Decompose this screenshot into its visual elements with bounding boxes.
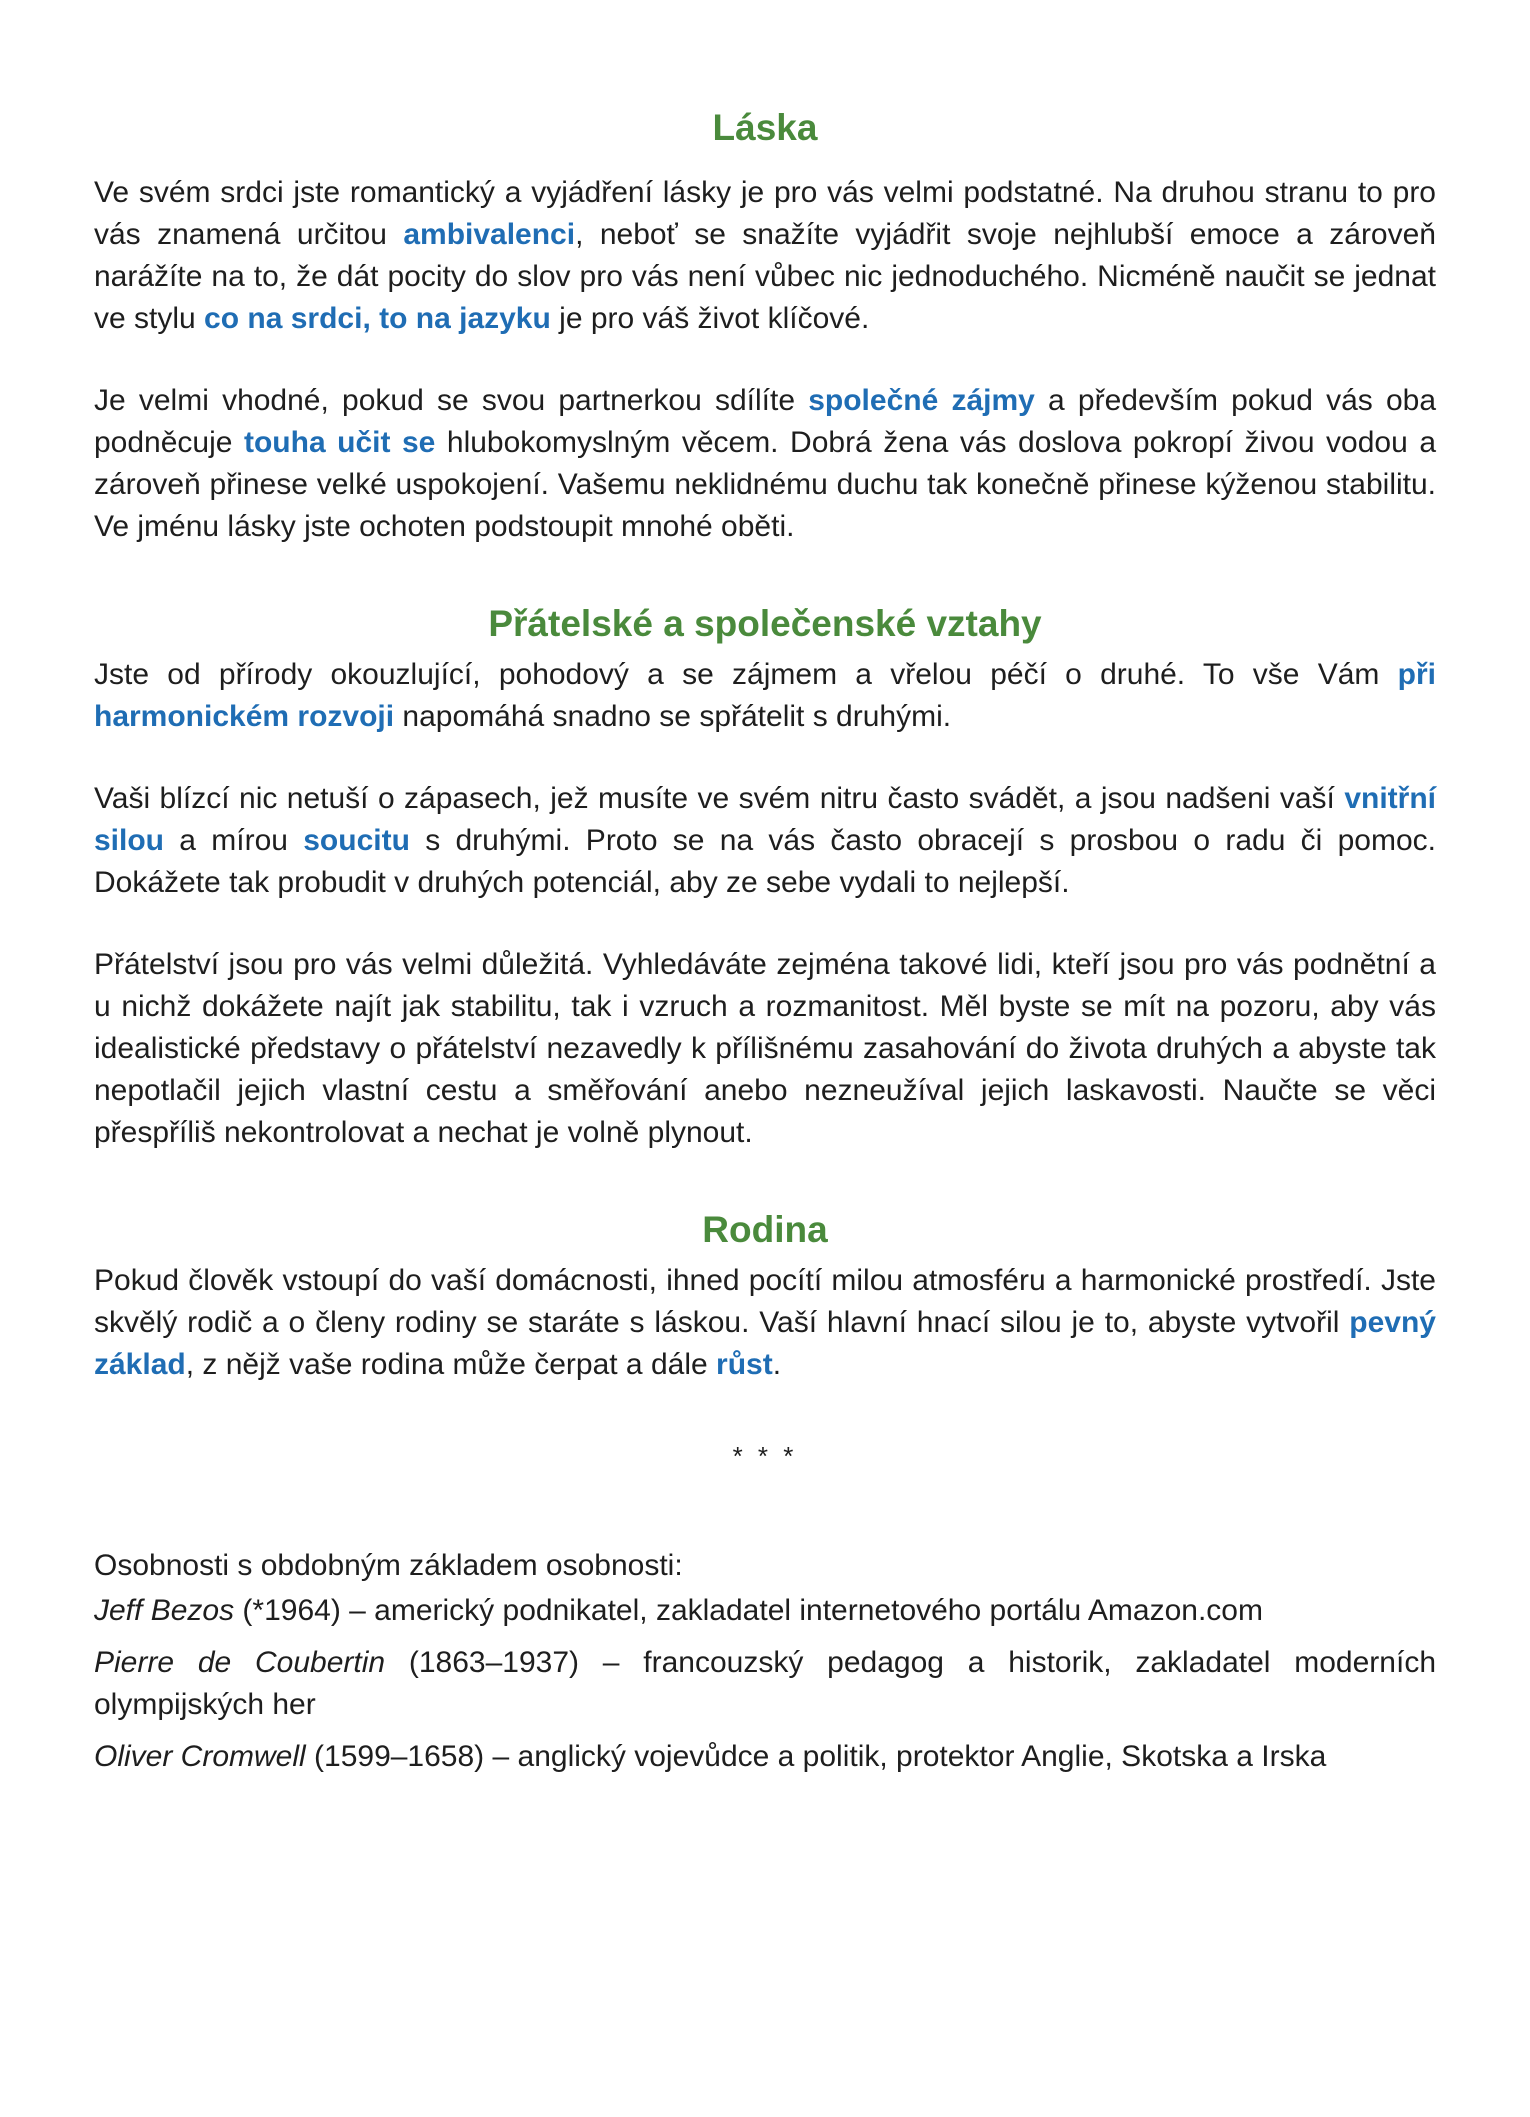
text: , neboť se snažíte vyjádřit svoje nejhlubší emoce a zároveň narážíte na to, že dát pocity do slov pro vás není vůbec nic jednoduchého. Nicméně naučit se jednat ve stylu: [94, 218, 1436, 335]
paragraph-laska-2: [94, 380, 1436, 548]
section-title-pratelske: Přátelské a společenské vztahy: [488, 603, 1042, 644]
person-name: Oliver Cromwell: [94, 1740, 306, 1773]
text: Ve svém srdci jste romantický a vyjádření lásky je pro vás velmi podstatné. Na druhou stranu to pro vás znamená určitou: [94, 176, 1436, 251]
person-name: Jeff Bezos: [94, 1594, 235, 1627]
highlight-co-na-srdci: co na srdci, to na jazyku: [204, 302, 551, 335]
section-title-laska: Láska: [712, 107, 818, 148]
text: napomáhá snadno se spřátelit s druhými.: [394, 700, 952, 733]
text: a především pokud vás oba podněcuje: [94, 384, 1437, 459]
text: je pro váš život klíčové.: [550, 302, 870, 335]
paragraph-pratelske-2: [94, 778, 1436, 904]
person-entry: [94, 1736, 1436, 1778]
text: Je velmi vhodné, pokud se svou partnerkou sdílíte: [94, 384, 809, 417]
text: , z nějž vaše rodina může čerpat a dále: [185, 1348, 717, 1381]
highlight-rust: růst: [716, 1348, 773, 1381]
text: s druhými. Proto se na vás často obracejí s prosbou o radu či pomoc. Dokážete tak probudit v druhých potenciál, aby ze sebe vydali to nejlepší.: [94, 824, 1436, 899]
paragraph-laska-1: [94, 172, 1436, 340]
text: Vaši blízcí nic netuší o zápasech, jež musíte ve svém nitru často svádět, a jsou nadšeni vaší: [94, 782, 1345, 815]
section-title-rodina: Rodina: [702, 1209, 828, 1250]
paragraph-pratelske-3: Přátelství jsou pro vás velmi důležitá. Vyhledáváte zejména takové lidi, kteří jsou pro vás podnětní a u nichž dokážete najít jak stabilitu, tak i vzruch a rozmanitost. Měl byste se mít na pozoru, aby vás idealistické představy o přátelství nezavedly k přílišnému zasahování do života druhých a abyste tak nepotlačil jejich vlastní cestu a směřování anebo nezneužíval jejich laskavosti. Naučte se věci přespříliš nekontrolovat a nechat je volně plynout.: [94, 948, 1436, 1149]
person-entry: [94, 1590, 1436, 1632]
text: hlubokomyslným věcem. Dobrá žena vás doslova pokropí živou vodou a zároveň přinese velké uspokojení. Vašemu neklidnému duchu tak konečně přinese kýženou stabilitu. Ve jménu lásky jste ochoten podstoupit mnohé oběti.: [94, 426, 1436, 543]
persons-heading: Osobnosti s obdobným základem osobnosti:: [94, 1549, 683, 1582]
text: a mírou: [164, 824, 304, 857]
person-description: (*1964) – americký podnikatel, zakladatel internetového portálu Amazon.com: [234, 1594, 1263, 1627]
highlight-touha-ucit-se: touha učit se: [243, 426, 436, 459]
highlight-soucitu: soucitu: [303, 824, 410, 857]
text: Jste od přírody okouzlující, pohodový a se zájmem a vřelou péčí o druhé. To vše Vám: [94, 658, 1398, 691]
person-entry: [94, 1642, 1436, 1726]
person-name: Pierre de Coubertin: [94, 1646, 386, 1679]
person-description: (1863–1937) – francouzský pedagog a historik, zakladatel moderních olympijských her: [94, 1646, 1436, 1721]
paragraph-rodina-1: [94, 1260, 1436, 1386]
paragraph-pratelske-1: [94, 654, 1436, 738]
highlight-vnitrni-silou: vnitřní silou: [94, 782, 1436, 857]
highlight-ambivalenci: ambivalenci: [403, 218, 576, 251]
person-description: (1599–1658) – anglický vojevůdce a politik, protektor Anglie, Skotska a Irska: [305, 1740, 1327, 1773]
highlight-spolecne-zajmy: společné zájmy: [808, 384, 1035, 417]
text: Pokud člověk vstoupí do vaší domácnosti, ihned pocítí milou atmosféru a harmonické prostředí. Jste skvělý rodič a o členy rodiny se staráte s láskou. Vaší hlavní hnací silou je to, abyste vytvořil: [94, 1264, 1436, 1339]
section-separator: * * *: [732, 1441, 798, 1471]
highlight-pevny-zaklad: pevný základ: [94, 1306, 1436, 1381]
highlight-harmonicky-rozvoj: při harmonickém rozvoji: [94, 658, 1436, 733]
text: .: [772, 1348, 782, 1381]
